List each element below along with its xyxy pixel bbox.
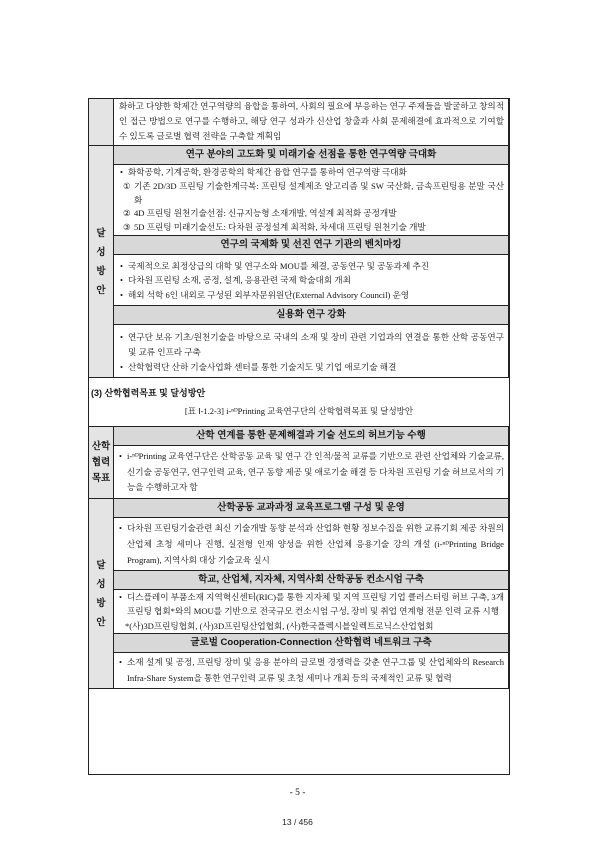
number-marker: ③ (123, 222, 131, 233)
list-item (120, 330, 504, 360)
list-item (119, 590, 504, 619)
list-item (120, 180, 504, 208)
item-text: 기존 2D/3D 프린팅 기술한계극복: 프린팅 설계제조 알고리즘 및 SW 국산화, 금속프린팅용 분말 국산화 (134, 180, 504, 205)
list-item (120, 273, 504, 288)
cooperation-plan-label-cell (89, 498, 114, 689)
item-text: i-ⁿᴰPrinting 교육연구단은 산학공동 교육 및 연구 간 인적/물적 교류를 기반으로 관련 산업체와 기술교류, 신기술 공동연구, 연구인력 교육, 연구 동향 제공 및 애로기술 해결 등 다차원 프린팅 기술 허브로서의 기능을 수행하고자 함 (127, 451, 504, 493)
table-caption: [표 Ⅰ-1.2-3] i-ⁿᴰPrinting 교육연구단의 산학협력목표 및 달성방안 (184, 406, 414, 417)
item-text: 다차원 프린팅 소재, 공정, 설계, 응용관련 국제 학술대회 개최 (128, 275, 351, 286)
list-item (119, 654, 504, 686)
group-header-global-network: 글로벌 Cooperation-Connection 산학협력 네트워크 구축 (114, 634, 509, 653)
list-item (120, 360, 504, 375)
bullet-marker: • (119, 522, 123, 533)
research-capacity-table (88, 98, 509, 378)
bullet-marker: • (120, 167, 124, 177)
group-body-curriculum (114, 517, 509, 570)
bullet-marker: • (120, 275, 124, 286)
bullet-marker: • (119, 657, 123, 668)
bullet-marker: • (120, 332, 124, 343)
group-header-internationalization: 연구의 국제화 및 선진 연구 기관의 벤치마킹 (114, 235, 509, 254)
continuation-label-cell (89, 99, 114, 146)
item-text: 해외 석학 6인 내외로 구성된 외부자문위원단(External Advisory Council) 운영 (128, 289, 410, 300)
goal-body (114, 446, 509, 499)
item-text: 연구단 보유 기초/원천기술을 바탕으로 국내의 소재 및 장비 관련 기업과의 연결을 통한 산학 공동연구 및 교류 인프라 구축 (128, 332, 504, 358)
bullet-marker: • (120, 289, 124, 300)
number-marker: ② (123, 208, 131, 219)
continuation-row (89, 99, 509, 146)
list-item (119, 449, 504, 496)
list-item (120, 207, 504, 221)
group-header-advancement: 연구 분야의 고도화 및 미래기술 선점을 통한 연구역량 극대화 (114, 146, 509, 165)
item-text: 디스플레이 부품소재 지역혁신센터(RIC)를 통한 지자체 및 지역 프린팅 기업 클러스터링 허브 구축, 3개 프린팅 협회*와의 MOU를 기반으로 전국규모 컨소시엄 구성, 장비 및 취업 연계형 전문 인력 교류 시행 (127, 591, 504, 617)
industry-cooperation-table (88, 426, 509, 689)
goal-header: 산학 연계를 통한 문제해결과 기술 선도의 허브기능 수행 (114, 427, 509, 446)
item-text: 소재 설계 및 공정, 프린팅 장비 및 응용 분야의 글로벌 경쟁력을 갖춘 연구그룹 및 산업체와의 Research Infra-Share System을 통한 연구인력 교류 및 초청 세미나 개최 등의 국제적인 교류 및 협력 (127, 657, 504, 684)
item-text: 화학공학, 기계공학, 환경공학의 학제간 융합 연구를 통하여 연구역량 극대화 (128, 167, 407, 177)
group-body-consortium (114, 589, 509, 634)
bullet-marker: • (120, 362, 124, 373)
cooperation-goal-label: 산학협력목표 (91, 440, 111, 484)
group-body-practical-research (114, 325, 509, 378)
number-marker: ① (123, 180, 131, 191)
footnote: *(사)3D프린팅협회, (사)3D프린팅산업협회, (사)한국플렉시블일렉트로닉스산업협회 (125, 620, 434, 631)
achievement-plan-label-cell (89, 146, 114, 378)
group-header-consortium: 학교, 산업체, 지자체, 지역사회 산학공동 컨소시엄 구축 (114, 570, 509, 589)
page-number: - 5 - (289, 788, 306, 798)
item-text: 4D 프린팅 원천기술선점: 신규지능형 소재개발, 역설계 최적화 공정개발 (134, 208, 397, 219)
group-body-global-network (114, 653, 509, 689)
content-frame (88, 98, 510, 775)
continuation-paragraph: 화하고 다양한 학제간 연구역량의 융합을 통하여, 사회의 필요에 부응하는 연구 주제들을 발굴하고 창의적인 접근 방법으로 연구를 수행하고, 해당 연구 성과가 신산업 창출과 사회 문제해결에 효과적으로 기여할 수 있도록 글로벌 협력 전략을 구축할 계획임 (114, 99, 509, 146)
item-text: 다차원 프린팅기술관련 최신 기술개발 동향 분석과 산업화 현황 정보수집을 위한 교류기회 제공 차원의 산업체 초청 세미나 진행, 실전형 인재 양성을 위한 산업체 응용기술 강의 개설 (i-ⁿᴰPrinting Bridge Program), 지역사회 대상 기술교육 실시 (127, 522, 504, 565)
list-item (120, 259, 504, 274)
group-body-advancement (114, 165, 509, 236)
item-text: 국제적으로 최정상급의 대학 및 연구소와 MOU를 체결, 공동연구 및 공동과제 추진 (128, 260, 430, 271)
item-text: 5D 프린팅 미래기술선도: 다차원 공정설계 최적화, 차세대 프린팅 원천기술 개발 (134, 222, 426, 233)
page-counter: 13 / 456 (282, 817, 313, 827)
group-header-practical-research: 실용화 연구 강화 (114, 306, 509, 325)
list-item (120, 166, 504, 180)
group-header-curriculum: 산학공동 교과과정 교육프로그램 구성 및 운영 (114, 498, 509, 517)
item-text: 산학협력단 산하 기술사업화 센터를 통한 기술지도 및 기업 애로기술 해결 (128, 362, 397, 373)
cooperation-goal-label-cell (89, 427, 114, 499)
cooperation-plan-label: 달성방안 (96, 559, 106, 628)
list-item (120, 288, 504, 303)
bullet-marker: • (120, 260, 124, 271)
list-item (120, 221, 504, 235)
list-item (119, 520, 504, 568)
bullet-marker: • (119, 591, 123, 602)
achievement-plan-label: 달성방안 (96, 227, 106, 296)
bullet-marker: • (119, 451, 123, 462)
group-body-internationalization (114, 254, 509, 306)
section-heading: (3) 산학협력목표 및 달성방안 (91, 388, 206, 399)
